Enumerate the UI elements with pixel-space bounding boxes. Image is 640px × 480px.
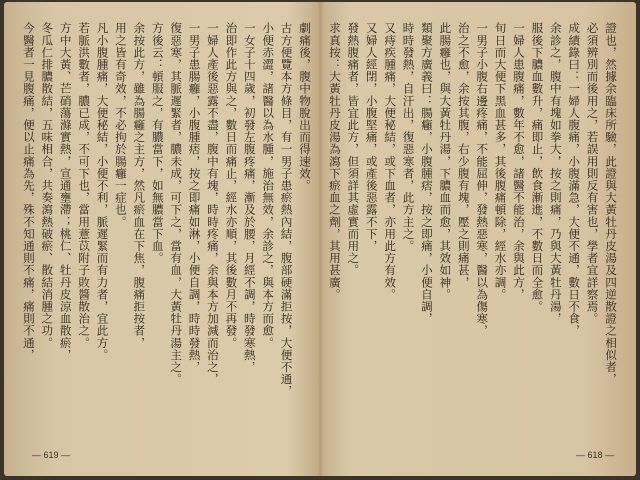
text-column: 小便赤澀，諸醫以為水腫，施治無效，余診之，與本方而愈。 <box>261 22 276 349</box>
text-column: 余診之，腹中有塊如拳大，按之則痛，乃與大黃牡丹湯， <box>548 22 563 325</box>
text-column: 方後云：頓服之，有膿當下，如無膿當下血。 <box>150 22 165 264</box>
page-number: — 619 — <box>32 450 71 460</box>
text-column: 古方便覽本方條目，有一男子患瘀熱內結，腹部硬滿拒按，大便不通， <box>279 22 294 398</box>
text-column: 旬日而大便下黑血甚多，其後腹痛頓除，經水亦調。 <box>493 22 508 301</box>
text-column: 凡小腹腫痛，大便秘結，小便不利，脈遲緊而有力者，宜此方。 <box>95 22 110 361</box>
text-column: 類聚方廣義曰：腸癰，小腹腫痞，按之即痛，小便自調， <box>419 22 434 325</box>
text-column: 劇痛後，腹中物脫出而得速效。 <box>298 22 312 192</box>
text-column: 治即作此方與之，數日而痛止，經水亦順，其後數月不再發。 <box>224 22 239 349</box>
text-column: 一男子患腸癰，小腹腫痞，按之即痛如淋，小便自調，時時發熱， <box>187 22 202 373</box>
right-page-text <box>327 22 620 414</box>
right-page <box>322 2 636 476</box>
page-number: — 618 — <box>575 450 614 460</box>
text-column: 此腸癰也，與大黃牡丹湯，下膿血而愈，其效如神。 <box>438 22 453 301</box>
text-column: 一女子十四歲，初發左腹疼痛，漸及於腰，月經不調，時發寒熱， <box>242 22 257 373</box>
text-column: 今醫者一見腹痛，便以止痛為先，殊不知通則不痛，痛則不通， <box>21 22 36 361</box>
text-column: 若脈洪數者，膿已成，不可下也，當用薏苡附子敗醬散治之。 <box>77 22 92 349</box>
text-column: 復惡寒，其脈遲緊者，膿未成，可下之，當有血，大黃牡丹湯主之。 <box>169 22 184 385</box>
text-column: 求真按：大黃牡丹皮湯為瀉下瘀血之劑，其用甚廣。 <box>327 22 342 301</box>
text-column: 服後下膿血數升，痛即止，飲食漸進，不數日而全愈。 <box>530 22 545 313</box>
left-page <box>4 2 318 476</box>
text-column: 時時發熱，自汗出，復惡寒者，此方主之。 <box>401 22 416 252</box>
text-column: 余按此方，雖為腸癰之主方，然凡瘀血在下焦，腹痛拒按者， <box>132 22 147 349</box>
text-column: 用之皆有奇效，不必拘於腸癰一症也。 <box>113 22 128 228</box>
text-column: 方中大黃、芒硝蕩滌實熱，宣通壅滯；桃仁、牡丹皮涼血散瘀， <box>58 22 73 361</box>
text-column: 證也，然據余臨床所驗，此證與大黃牡丹皮湯及四逆散證之相似者， <box>604 22 618 385</box>
text-column: 發熱腹痛者，皆宜此方，但須詳其虛實而用之。 <box>346 22 361 277</box>
text-column: 一婦人產後惡露不盡，腹中有塊，時時疼痛，余與本方加減而治之， <box>205 22 220 385</box>
text-column: 治之不愈，余按其腹，右少腹有塊，壓之則痛甚， <box>456 22 471 289</box>
text-column: 一婦人患腹痛，數年不愈，諸醫不能治，余與此方， <box>511 22 526 301</box>
text-column: 一男子小腹右邊疼痛，不能屈伸，發熱惡寒，醫以為傷寒， <box>475 22 490 337</box>
text-column: 又痔疾腫痛，大便秘結，或下血者，亦用此方有效。 <box>383 22 398 301</box>
text-column: 成績錄曰：一婦人腹痛，小腹滿急，大便不通，數日不食， <box>567 22 582 337</box>
text-column: 必須辨別而後用之，若誤用則反有害也，學者宜詳察焉。 <box>585 22 600 325</box>
text-column: 冬瓜仁排膿散結，五味相合，共奏瀉熱破瘀、散結消腫之功。 <box>40 22 55 349</box>
text-column: 又婦人經閉，小腹堅痛，或產後惡露不下， <box>364 22 379 252</box>
left-page-text <box>22 22 314 414</box>
book-spread <box>4 2 636 476</box>
